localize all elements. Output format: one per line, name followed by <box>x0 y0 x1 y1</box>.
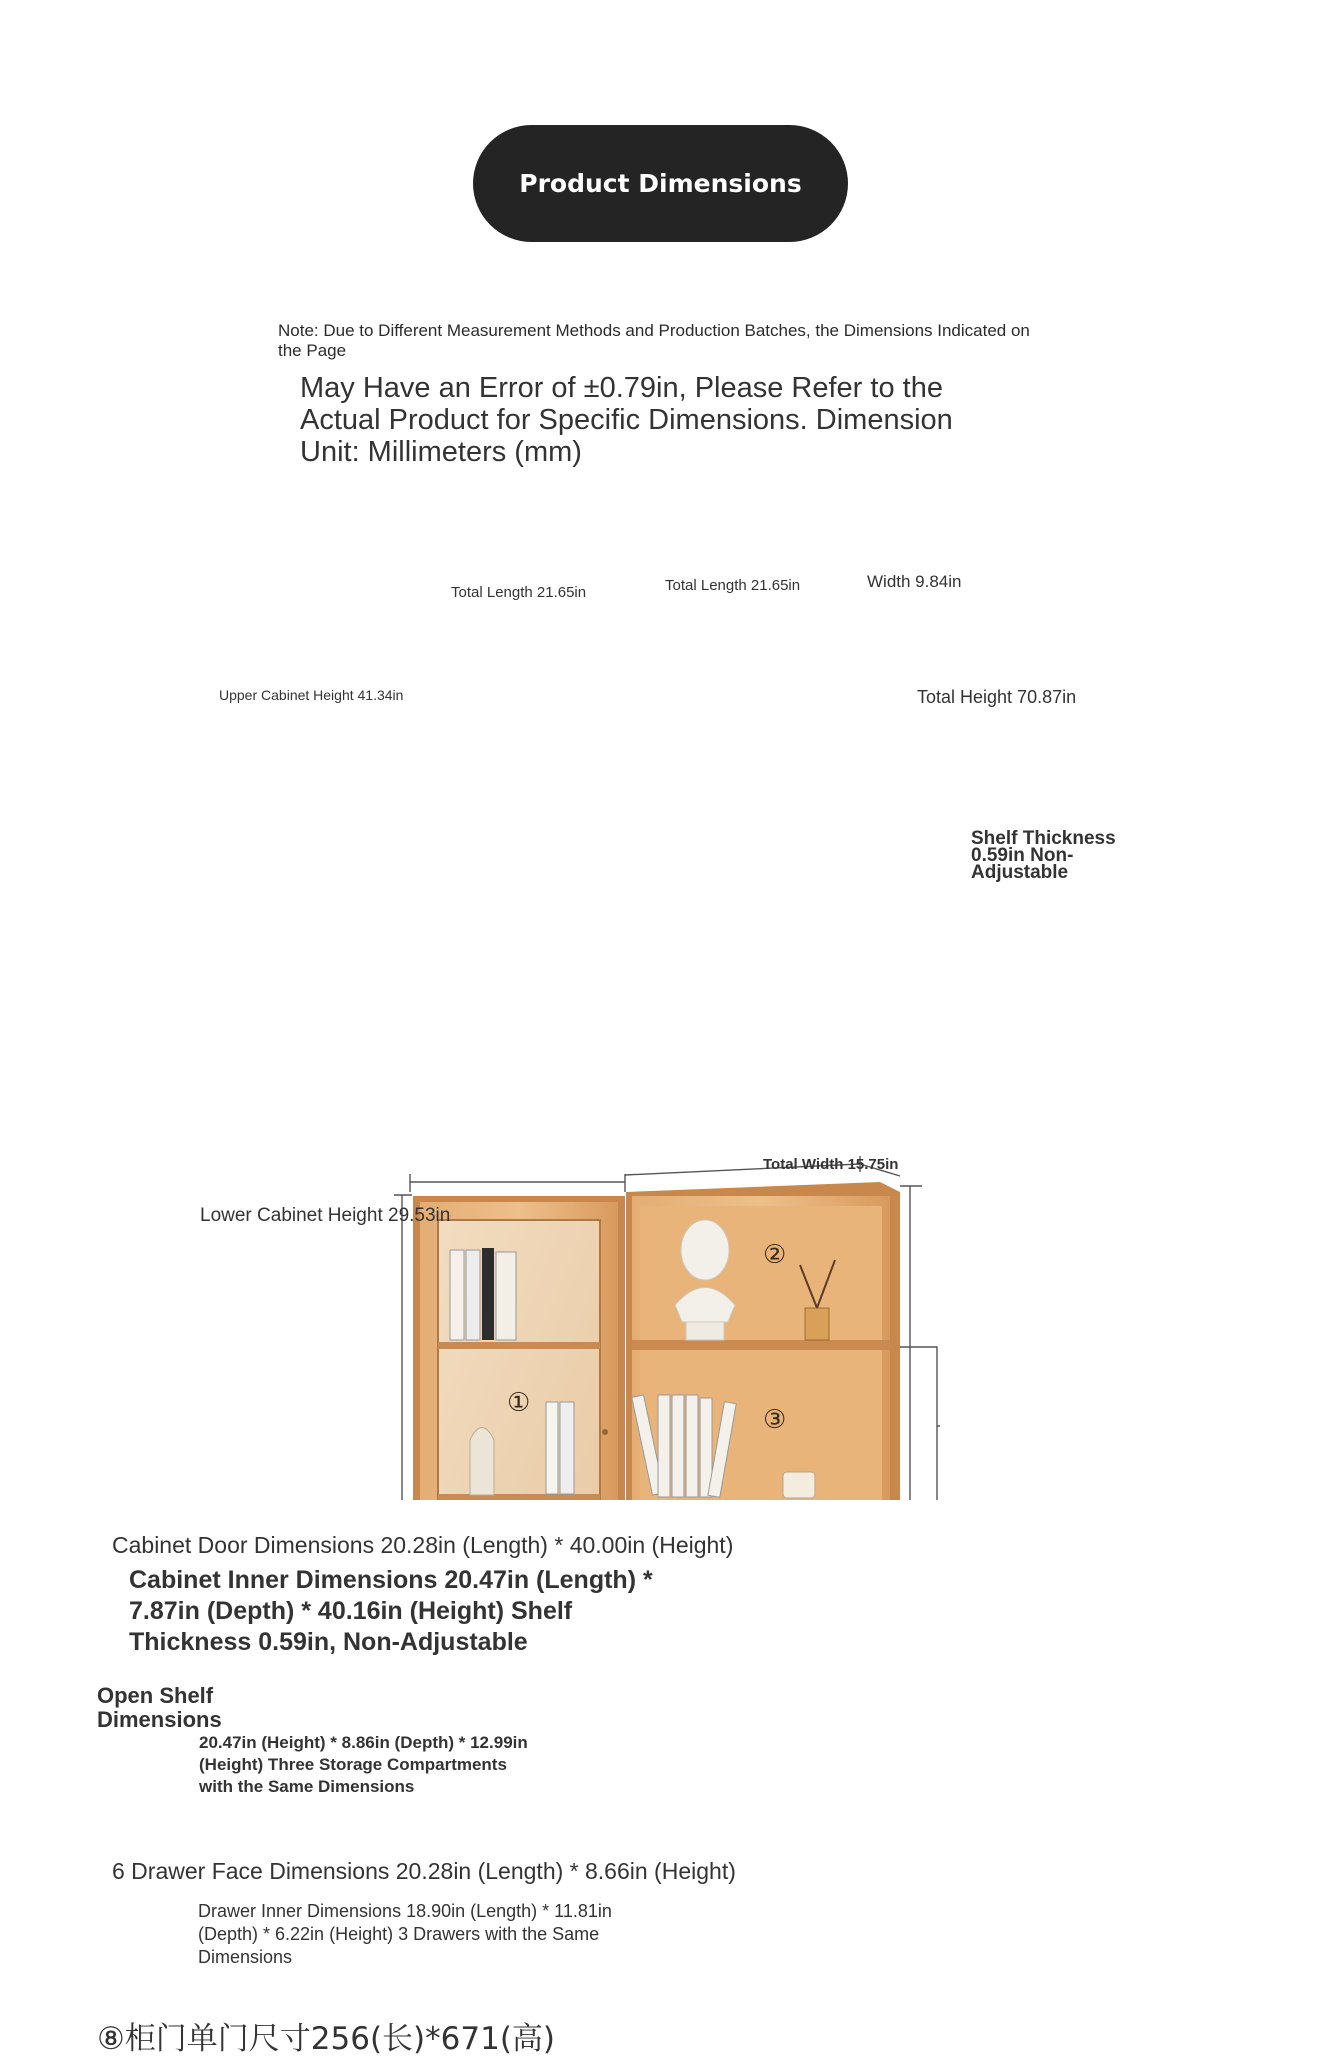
drawer-face-dimensions: 6 Drawer Face Dimensions 20.28in (Length) * 8.66in (Height) <box>112 1858 736 1884</box>
total-height-label: Total Height 70.87in <box>917 687 1077 707</box>
marker-3: ③ <box>763 1405 787 1435</box>
door-single-dimensions: ⑧柜门单门尺寸256(长)*671(高) <box>97 2021 556 2057</box>
cabinet-inner-dimensions: Cabinet Inner Dimensions 20.47in (Length) * 7.87in (Depth) * 40.16in (Height) Shelf Thickness 0.59in, Non-Adjustable <box>129 1566 653 1656</box>
upper-open-cabinet <box>626 1182 900 1500</box>
product-dimensions-title: Product Dimensions <box>473 125 848 242</box>
measurement-note-small: Note: Due to Different Measurement Methods and Production Batches, the Dimensions Indicated on the Page <box>278 321 1030 360</box>
measurement-note-large: May Have an Error of ±0.79in, Please Refer to the Actual Product for Specific Dimensions. Dimension Unit: Millimeters (mm) <box>300 372 953 468</box>
marker-1: ① <box>507 1388 531 1418</box>
open-shelf-dimensions: 20.47in (Height) * 8.86in (Depth) * 12.99in (Height) Three Storage Compartments with the Same Dimensions <box>199 1733 528 1796</box>
lower-cabinet-height-label: Lower Cabinet Height 29.53in <box>200 1205 451 1226</box>
upper-cabinet-height-label: Upper Cabinet Height 41.34in <box>219 687 404 703</box>
marker-2: ② <box>763 1240 787 1270</box>
total-length-right-label: Total Length 21.65in <box>665 577 801 594</box>
drawer-inner-dimensions: Drawer Inner Dimensions 18.90in (Length) * 11.81in (Depth) * 6.22in (Height) 3 Drawers with the Same Dimensions <box>198 1901 612 1967</box>
upper-glass-cabinet <box>413 1196 625 1500</box>
cabinet-door-dimensions: Cabinet Door Dimensions 20.28in (Length) * 40.00in (Height) <box>112 1532 734 1558</box>
width-label: Width 9.84in <box>867 572 962 591</box>
total-length-left-label: Total Length 21.65in <box>451 584 587 601</box>
open-shelf-title: Open Shelf Dimensions <box>97 1683 222 1732</box>
total-width-label: Total Width 15.75in <box>763 1156 899 1173</box>
shelf-thickness-label: Shelf Thickness 0.59in Non-Adjustable <box>971 828 1116 883</box>
